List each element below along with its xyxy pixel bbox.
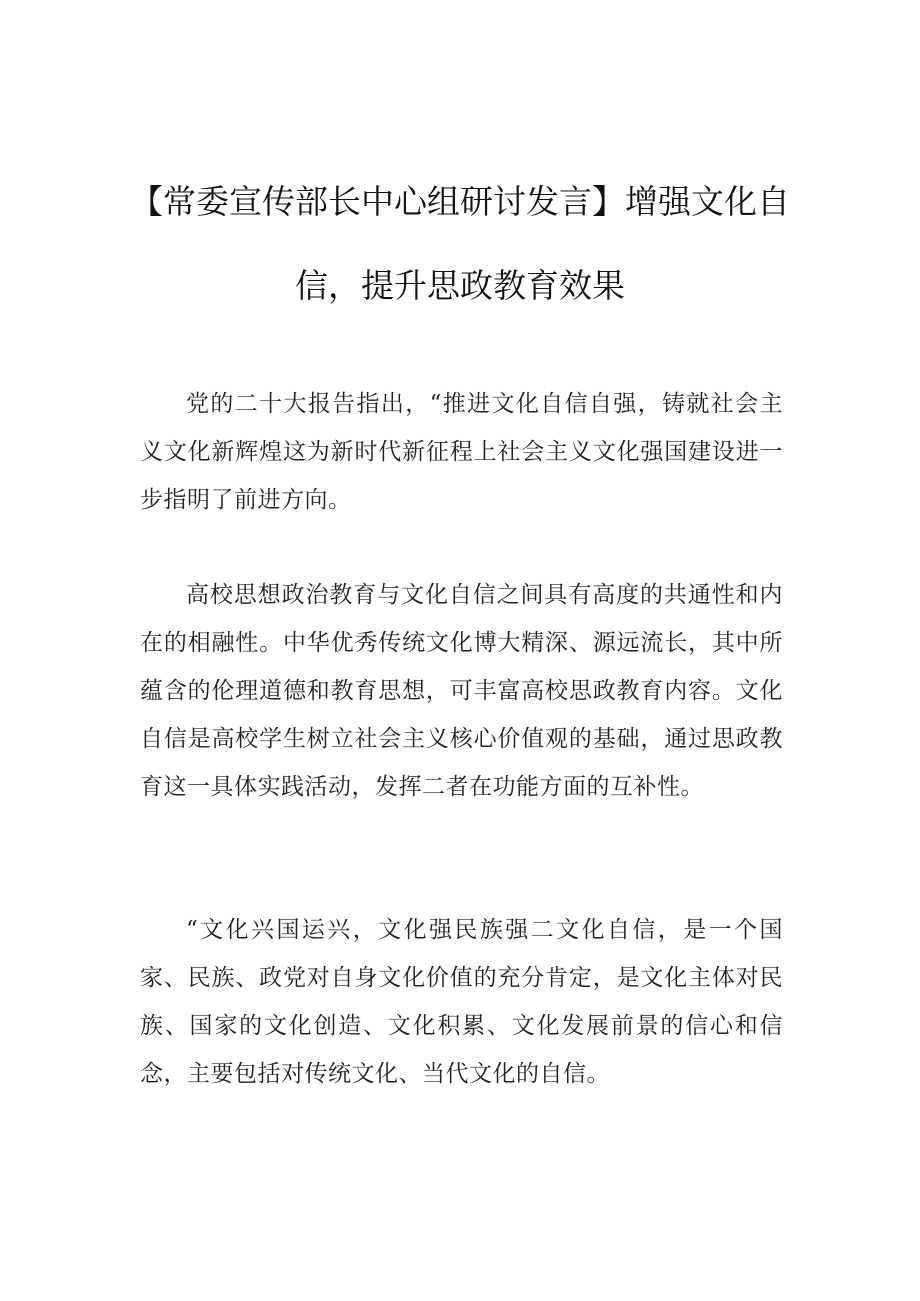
paragraph-2: 高校思想政治教育与文化自信之间具有高度的共通性和内在的相融性。中华优秀传统文化博大精深、源远流长，其中所蕴含的伦理道德和教育思想，可丰富高校思政教育内容。文化自信是高校学生树立社会主义核心价值观的基础，通过思政教育这一具体实践活动，发挥二者在功能方面的互补性。 [140,582,783,800]
paragraph-1: 党的二十大报告指出，“推进文化自信自强，铸就社会主义文化新辉煌这为新时代新征程上社会主义文化强国建设进一步指明了前进方向。 [140,391,783,513]
paragraph-3: “文化兴国运兴，文化强民族强二文化自信，是一个国家、民族、政党对自身文化价值的充分肯定，是文化主体对民族、国家的文化创造、文化积累、文化发展前景的信心和信念，主要包括对传统文化、当代文化的自信。 [140,917,783,1087]
document-title: 【常委宣传部长中心组研讨发言】增强文化自信，提升思政教育效果 [130,182,790,305]
